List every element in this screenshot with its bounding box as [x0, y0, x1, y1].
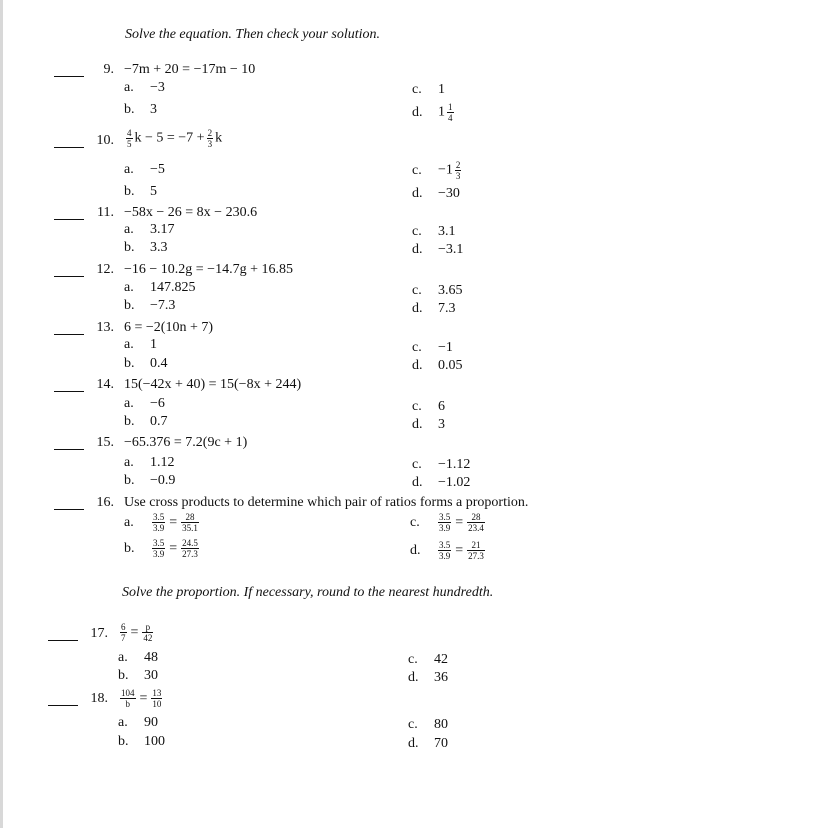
question-number: 9.	[103, 62, 114, 77]
question-number: 11.	[97, 205, 114, 220]
answer-blank[interactable]	[54, 391, 84, 392]
answer-blank[interactable]	[48, 640, 78, 641]
option-d: d. $\frac{3.5}{3.9}$ = $\frac{21}{27.3}$	[410, 540, 484, 561]
answer-blank[interactable]	[54, 76, 84, 77]
question-number: 16.	[96, 495, 114, 510]
question-number: 12.	[96, 262, 114, 277]
option-a: a. $\frac{3.5}{3.9}$ = $\frac{28}{35.1}$	[124, 512, 198, 533]
option-a: a. −5	[124, 162, 165, 177]
question-number: 10.	[96, 133, 114, 148]
option-b: b. 100	[118, 734, 165, 749]
option-b: b. −7.3	[124, 298, 176, 313]
option-b: b. 30	[118, 668, 158, 683]
option-b: b. 3.3	[124, 240, 168, 255]
option-a: a. 1.12	[124, 455, 175, 470]
answer-blank[interactable]	[54, 449, 84, 450]
option-d: d. −3.1	[412, 242, 464, 257]
question-equation: −58x − 26 = 8x − 230.6	[124, 205, 258, 220]
option-a: a. −3	[124, 80, 165, 95]
option-d: d. 0.05	[412, 358, 463, 373]
answer-blank[interactable]	[54, 276, 84, 277]
answer-blank[interactable]	[54, 147, 84, 148]
option-a: a. 147.825	[124, 280, 196, 295]
question-number: 15.	[96, 435, 114, 450]
option-d: d. −30	[412, 186, 460, 201]
option-c: c. 42	[408, 652, 448, 667]
answer-blank[interactable]	[48, 705, 78, 706]
question-text: Use cross products to determine which pair of ratios forms a proportion.	[124, 495, 529, 510]
question-number: 17.	[90, 626, 108, 641]
option-c: c. 3.1	[412, 224, 456, 239]
option-d: d. 7.3	[412, 301, 456, 316]
option-c: c. −1.12	[412, 457, 471, 472]
question-equation: −7m + 20 = −17m − 10	[124, 62, 256, 77]
question-equation: −65.376 = 7.2(9c + 1)	[124, 435, 248, 450]
option-a: a. 3.17	[124, 222, 175, 237]
option-b: b. $\frac{3.5}{3.9}$ = $\frac{24.5}{27.3}$	[124, 538, 198, 559]
question-equation: 6 = −2(10n + 7)	[124, 320, 214, 335]
option-b: b. 0.4	[124, 356, 168, 371]
question-equation: $\frac{104}{b}$ = $\frac{13}{10}$	[121, 688, 162, 709]
option-a: a. 90	[118, 715, 158, 730]
option-b: b. 3	[124, 102, 157, 117]
option-d: d. 3	[412, 417, 445, 432]
option-d: d. 36	[408, 670, 448, 685]
answer-blank[interactable]	[54, 509, 84, 510]
question-number: 18.	[90, 691, 108, 706]
mixed-number: 1 $\frac{1}{4}$	[438, 102, 453, 123]
option-c: c. 80	[408, 717, 448, 732]
instructions-heading: Solve the equation. Then check your solution.	[125, 27, 381, 42]
option-c: c. −1 $\frac{2}{3}$	[412, 160, 463, 181]
question-equation: $\frac{6}{7}$ = $\frac{p}{42}$	[121, 622, 153, 643]
option-d: d. 1 $\frac{1}{4}$	[412, 102, 456, 123]
mixed-number: −1 $\frac{2}{3}$	[438, 160, 461, 181]
option-a: a. 1	[124, 337, 157, 352]
answer-blank[interactable]	[54, 219, 84, 220]
option-c: c. 6	[412, 399, 445, 414]
option-d: d. −1.02	[412, 475, 471, 490]
page-edge	[0, 0, 3, 828]
option-a: a. 48	[118, 650, 158, 665]
option-c: c. −1	[412, 340, 453, 355]
instructions-heading: Solve the proportion. If necessary, round to the nearest hundredth.	[122, 585, 494, 600]
option-c: c. 3.65	[412, 283, 463, 298]
option-c: c. 1	[412, 82, 445, 97]
question-equation: −16 − 10.2g = −14.7g + 16.85	[124, 262, 293, 277]
option-a: a. −6	[124, 396, 165, 411]
answer-blank[interactable]	[54, 334, 84, 335]
option-b: b. 5	[124, 184, 157, 199]
question-number: 14.	[96, 377, 114, 392]
question-number: 13.	[96, 320, 114, 335]
option-b: b. 0.7	[124, 414, 168, 429]
option-c: c. $\frac{3.5}{3.9}$ = $\frac{28}{23.4}$	[410, 512, 484, 533]
question-equation: $\frac{4}{5}$ k − 5 = −7 + $\frac{2}{3}$ k	[127, 128, 223, 149]
option-d: d. 70	[408, 736, 448, 751]
question-equation: 15(−42x + 40) = 15(−8x + 244)	[124, 377, 302, 392]
option-b: b. −0.9	[124, 473, 176, 488]
